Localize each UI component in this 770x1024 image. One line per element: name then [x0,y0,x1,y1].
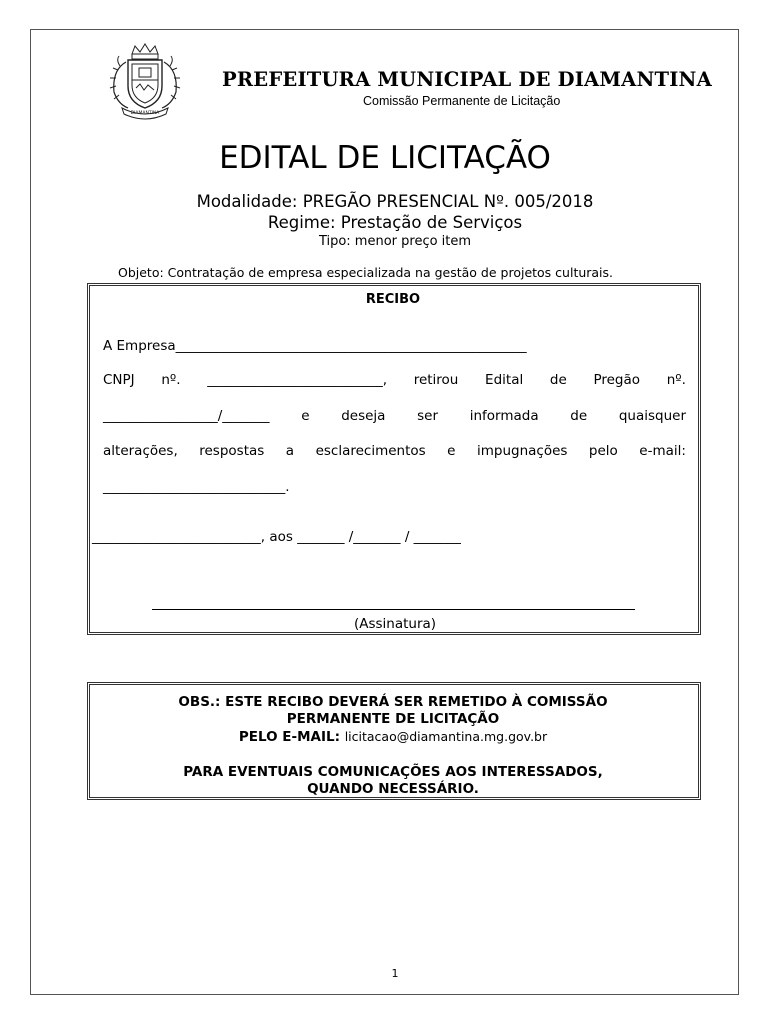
word: de [549,372,567,388]
recibo-empresa-line: A Empresa____________________________________________________ [103,338,527,354]
word: _________________/_______ [103,408,270,424]
word: retirou [413,372,459,388]
recibo-pregao-line [103,408,686,424]
regime-line: Regime: Prestação de Serviços [267,213,523,232]
word: esclarecimentos [315,443,426,459]
municipal-seal-icon [104,40,186,120]
word: nº. [161,372,181,388]
word: de [570,408,588,424]
word: quaisquer [618,408,686,424]
header-subtitle: Comissão Permanente de Licitação [363,94,561,108]
recibo-cnpj-line [103,372,686,388]
word: pelo [588,443,618,459]
seal-banner-text: DIAMANTINA [130,111,160,116]
obs-email-line [0,729,770,745]
word: e [301,408,310,424]
word: ser [417,408,439,424]
word: respostas [199,443,265,459]
word: e [447,443,456,459]
word: impugnações [476,443,568,459]
word: a [285,443,295,459]
word: nº. [666,372,686,388]
word: Edital [485,372,524,388]
word: Pregão [593,372,641,388]
word: informada [469,408,539,424]
obs-line-2: PERMANENTE DE LICITAÇÃO [286,711,500,727]
recibo-email-blank: ___________________________. [103,479,290,495]
obs-line-1: OBS.: ESTE RECIBO DEVERÁ SER REMETIDO À COMISSÃO [178,694,608,710]
obs-line-5: QUANDO NECESSÁRIO. [307,781,479,797]
word: deseja [341,408,386,424]
word: __________________________, [207,372,388,388]
modalidade-line: Modalidade: PREGÃO PRESENCIAL Nº. 005/2018 [196,192,594,211]
recibo-local-data-line: _________________________, aos _______ /_______ / _______ [92,529,461,545]
signature-label: (Assinatura) [353,616,437,632]
page-number: 1 [391,967,399,980]
word: CNPJ [103,372,135,388]
obs-email-address[interactable]: licitacao@diamantina.mg.gov.br [344,729,548,744]
signature-line [152,609,635,610]
document-title: EDITAL DE LICITAÇÃO [219,140,551,176]
recibo-title: RECIBO [365,292,421,307]
obs-line-4: PARA EVENTUAIS COMUNICAÇÕES AOS INTERESSADOS, [183,764,603,780]
recibo-box [87,283,701,635]
word: alterações, [103,443,178,459]
header-title: PREFEITURA MUNICIPAL DE DIAMANTINA [222,68,712,91]
obs-email-label: PELO E-MAIL: [238,729,340,745]
tipo-line: Tipo: menor preço item [318,234,472,249]
objeto-line: Objeto: Contratação de empresa especializada na gestão de projetos culturais. [118,265,614,280]
recibo-alteracoes-line [103,443,686,459]
word: e-mail: [639,443,686,459]
